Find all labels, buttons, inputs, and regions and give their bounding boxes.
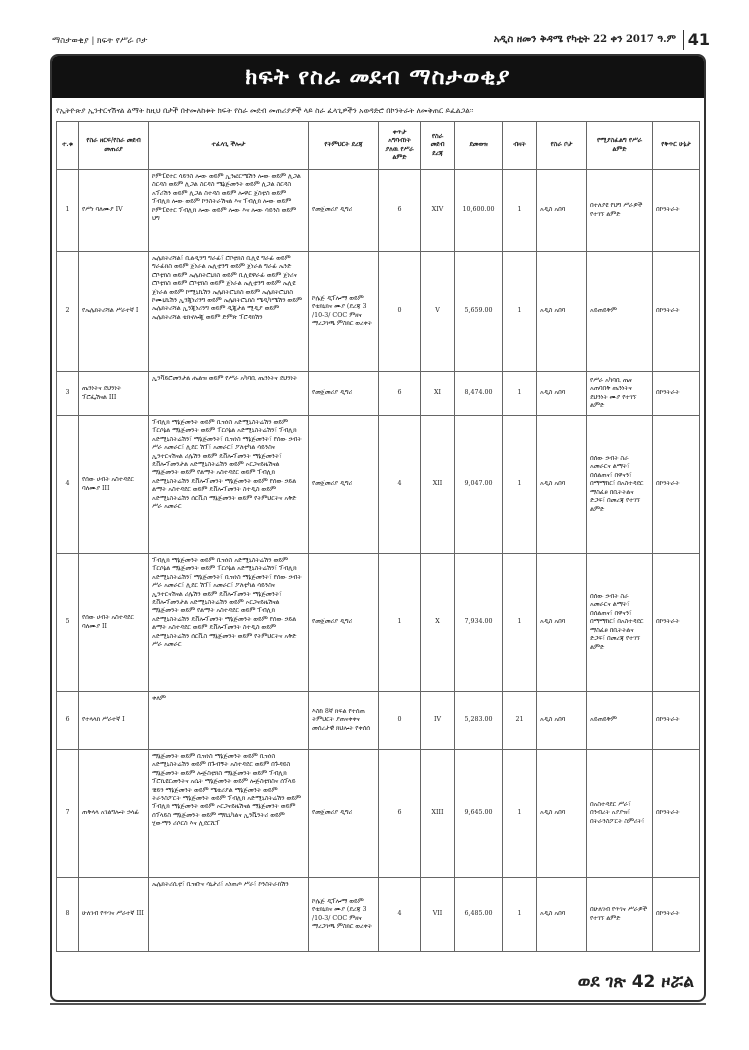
job-title: ሁለገብ የጥገና ሥራተኛ III [79,878,149,952]
direct-experience: 4 [379,878,421,952]
salary: 7,934.00 [455,554,503,692]
education-level: የመጀመሪያ ዲግሪ [309,372,379,416]
row-number: 8 [57,878,79,952]
required-experience: አይጠይቅም [587,692,653,750]
direct-experience: 6 [379,372,421,416]
required-experience: አይጠይቅም [587,252,653,372]
row-number: 3 [57,372,79,416]
education-level: እስከ 8ኛ ክፍል የተሰጠ ትምህርት ያጠናቀቀና መሰረታዊ ክህሎት የቀሰሰ [309,692,379,750]
table-row [57,372,700,416]
col-header: የሚያስፈልግ የሥራ ልምድ [587,122,653,170]
work-place: አዲስ አበባ [537,878,587,952]
row-number: 6 [57,692,79,750]
education-level: የመጀመሪያ ዲግሪ [309,170,379,252]
direct-experience: 6 [379,750,421,878]
job-grade: XII [421,416,455,554]
ad-frame [50,54,706,1002]
employment-terms: በኮንትራት [653,170,700,252]
education-level: ኮሌጅ ዲፕሎማ ወይም የቴክኒክና ሙያ (ደረጃ 3 /10-3/ COC ምዘና ማረጋገጫ ምስክር ወረቀት [309,878,379,952]
required-experience: በሁለገብ የጥገና ሥራዎች የተገኘ ልምድ [587,878,653,952]
section-label: ማስታወቂያ | ክፍት የሥራ ቦታ [52,36,148,46]
required-skills: ቀለም [149,692,309,750]
row-number: 7 [57,750,79,878]
table-row [57,252,700,372]
col-header: ተ.ቁ [57,122,79,170]
col-header: ደመወዝ [455,122,503,170]
job-grade: XIV [421,170,455,252]
required-skills: ኢንቫይሮመንታል ሔልዝ ወይም የሥራ አካባቢ ጤንነትና ደህንነት [149,372,309,416]
direct-experience: 0 [379,692,421,750]
page-header [50,30,710,52]
table-row [57,750,700,878]
job-title: የኤሌክትሪሻል ሥራተኛ I [79,252,149,372]
employment-terms: በኮንትራት [653,252,700,372]
job-title: ጠቅላላ አገልግሎት ኃላፊ [79,750,149,878]
table-row [57,554,700,692]
required-skills: ፕብሊክ ማኔጅመንት ወይም ቢዝነስ አድሚኒስትሬሽን ወይም ፐርሶኔል ማኔጅመንት ወይም ፐርሶኔል አድሚኒስትሬሽን፣ ፕብሊክ አድሚኒስትሬሽን፣ ማኔጅመንት፣ ቢዝነስ ማኔጅመንት፣ የሰው ኃብት ሥራ አመራር፣ ሊደር ሽፕ፣ አመራር፣ ፖለቲካል ሳይንስና ኢንተርናሽናል ሪሌሽን ወይም ዴቨሎፕመንት ማኔጅመንት፣ ዴቨሎፕመንታል አድሚኒስትሬሽን ወይም ኦርጋናይዜሽናል ማኔጅመንት ወይም የልማት አስተዳደር ወይም ፕብሊክ አድሚኒስትሬሽን ዴቨሎፕመንት ማኔጅመንት ወይም የሰው ኃይል ልማት አስተዳደር ወይም ዴቨሎፕመንት ስተዲስ ወይም አድሚኒስትሬሽን ሰርቪስ ማኔጅመንት ወይም የትምህርትና አቅድ ሥራ አመራር [149,554,309,692]
education-level: የመጀመሪያ ዲግሪ [309,750,379,878]
vacancy-table [56,121,700,952]
table-row [57,416,700,554]
employment-terms: በኮንትራት [653,372,700,416]
table-header-row [57,122,700,170]
quantity: 1 [503,372,537,416]
employment-terms: በኮንትራት [653,878,700,952]
employment-terms: በኮንትራት [653,416,700,554]
salary: 6,485.00 [455,878,503,952]
salary: 5,283.00 [455,692,503,750]
salary: 8,474.00 [455,372,503,416]
job-grade: V [421,252,455,372]
work-place: አዲስ አበባ [537,252,587,372]
required-experience: በተለያዩ የህግ ሥራዎች የተገኘ ልምድ [587,170,653,252]
direct-experience: 4 [379,416,421,554]
col-header: ብዛት [503,122,537,170]
col-header: ቀጥታ አግባብነት ያለዉ የሥራ ልምድ [379,122,421,170]
work-place: አዲስ አበባ [537,692,587,750]
salary: 10,600.00 [455,170,503,252]
quantity: 1 [503,416,537,554]
table-row [57,692,700,750]
work-place: አዲስ አበባ [537,750,587,878]
education-level: የመጀመሪያ ዲግሪ [309,554,379,692]
table-row [57,170,700,252]
job-grade: X [421,554,455,692]
work-place: አዲስ አበባ [537,372,587,416]
work-place: አዲስ አበባ [537,170,587,252]
row-number: 4 [57,416,79,554]
job-title: የተላላክ ሥራተኛ I [79,692,149,750]
employment-terms: በኮንትራት [653,692,700,750]
education-level: የመጀመሪያ ዲግሪ [309,416,379,554]
job-title: የሥነ ባለሙያ IV [79,170,149,252]
required-skills: ማኔጅመንት ወይም ቢዝነስ ማኔጅመንት ወይም ቢዝነስ አድሚኒስትሬሽን ወይም በጉብኝት አስተዳደር ወይም በጉዳይስ ማኔጅመንት ወይም ሎጅስቲክስ ማኔጅመንት ወይም ፕብሊክ ፕሮኪዩርመንትና አሴት ማኔጅመንት ወይም ሎጅስቲክስና ሰፕላይ ቼይን ማኔጅመንት ወይም ሜቴሪያል ማኔጅመንት ወይም ትራንስፖርት ማኔጅመንት ወይም ፕብሊክ አድሚኒስትሬሽን ወይም ፕብሊክ ማኔጅመንት ወይም ኦርጋናይዜሽናል ማኔጅመንት ወይም ሰፕላይስ ማኔጅመንት ወይም ማኬኒካልና ኢንቬንትሪ ወይም ሂውማን ሪሶርስ እና ሊደርሺፕ [149,750,309,878]
education-level: ኮሌጅ ዲፕሎማ ወይም የቴክኒክና ሙያ (ደረጃ 3 /10-3/ COC ምዘና ማረጋገጫ ምስክር ወረቀት [309,252,379,372]
ad-title: ክፍት የስራ መደብ ማስታወቂያ [52,56,704,98]
job-grade: IV [421,692,455,750]
page-number: 41 [683,30,710,50]
row-number: 2 [57,252,79,372]
salary: 9,645.00 [455,750,503,878]
col-header: የቅጥር ሁኔታ [653,122,700,170]
direct-experience: 1 [379,554,421,692]
required-skills: ኤሌክትሪሻል፣ ቢልዲንግ ግራፊ፣ ሮቦቲክስ ቢሊዩ ግራፊ ወይም ግራፊክስ ወይም ጀነራል ኤሊቲንግ ወይም ጀነራል ግራፊ ኤንድ ሮቦቲክስ ወይም ኤሌክትሮኒክስ ወይም ቢሊዩዋራፊ ወይም ጀነሪና ሮቦቲክስ ወይም ሮቦቲክስ ወይም ጀነራል ኤሊቲንግ ወይም ኤሊዩ ጀነራል ወይም ኮሚኒኬሽን ኤሌክትሮኒክስ ወይም ኤሌክትሮኒክስ ኮሙኒኬሽን ኢንጂነሪንግ ወይም ኤሌክትሮኒክስ ሜዲካሜሽን ወይም ኤሌክትሪሻል ኢንጂነሪንግ ወይም ዲጂታል ሚዲያ ወይም ኤሌክትሪሻል ቴክኖሎጂ ወይም ድምጽ ፕሮዳክሽን [149,252,309,372]
quantity: 1 [503,878,537,952]
table-row [57,878,700,952]
job-title: የሰው ሀብት አስተዳደር ባለሙያ III [79,416,149,554]
direct-experience: 6 [379,170,421,252]
salary: 5,659.00 [455,252,503,372]
job-title: የሰው ሀብት አስተዳደር ባለሙያ II [79,554,149,692]
employment-terms: በኮንትራት [653,554,700,692]
col-header: የስራ ዘርፍ/የስራ መደብ መጠሪያ [79,122,149,170]
required-experience: በሰው ኃብት ስራ አመራርና ልማት፣ በሰልጠና፣ በዋናን፣ በማማከር፣ በአስተዳደር ማስፈፀ በቢትትልና ድጋፍ፣ በመረጃ የተገኘ ልምድ [587,416,653,554]
col-header: ተፈላጊ ችሎታ [149,122,309,170]
job-title: ጤንነትና ደህንነት ፕሮፌሽናል III [79,372,149,416]
work-place: አዲስ አበባ [537,554,587,692]
required-skills: ኤሌክትሪሲቲ፣ ቢዝቡና ሳኒታሪ፣ አነጠጦ ሥራ፣ ኮንስትራክሽን [149,878,309,952]
quantity: 1 [503,750,537,878]
col-header: የስራ ቦታ [537,122,587,170]
col-header: የትምህርት ደረጃ [309,122,379,170]
job-grade: VII [421,878,455,952]
salary: 9,047.00 [455,416,503,554]
quantity: 1 [503,170,537,252]
row-number: 5 [57,554,79,692]
quantity: 21 [503,692,537,750]
required-skills: ኮምፒዩተር ሳይንስ ሎው ወይም ኢንፎርሜሽን ሎው ወይም ሊጋል ስርዳስ ወይም ሊጋል ስርዳስ ሜኔጅመንት ወይም ሊጋል ስርዳስ አፕሪሽን ወይም ሊጋል ስተዳስ ወይም ሎዋር ጀስቲስ ወይም ፕብሊክ ሎው ወይም ኮንስትራሽናል እና ፕብሊክ ሎው ወይም ኮምፒዩተር ፕብሊክ ሎው ወይም ሎው እና ሎው ሳይንስ ወይም ህግ [149,170,309,252]
required-skills: ፕብሊክ ማኔጅመንት ወይም ቢዝነስ አድሚኒስትሬሽን ወይም ፐርሶኔል ማኔጅመንት ወይም ፐርሶኔል አድሚኒስትሬሽን፣ ፕብሊክ አድሚኒስትሬሽን፣ ማኔጅመንት፣ ቢዝነስ ማኔጅመንት፣ የሰው ኃብት ሥራ አመራር፣ ሊደር ሽፕ፣ አመራር፣ ፖለቲካል ሳይንስና ኢንተርናሽናል ሪሌሽን ወይም ዴቨሎፕመንት ማኔጅመንት፣ ዴቨሎፕመንታል አድሚኒስትሬሽን ወይም ኦርጋናይዜሽናል ማኔጅመንት ወይም የልማት አስተዳደር ወይም ፕብሊክ አድሚኒስትሬሽን ዴቨሎፕመንት ማኔጅመንት ወይም የሰው ኃይል ልማት አስተዳደር ወይም ዴቨሎፕመንት ስተዲስ ወይም አድሚኒስትሬሽን ሰርቪስ ማኔጅመንት ወይም የትምህርትና አቅድ ሥራ አመራር [149,416,309,554]
job-grade: XIII [421,750,455,878]
job-grade: XI [421,372,455,416]
bottom-rule [50,1003,706,1005]
quantity: 1 [503,554,537,692]
continued-on-page: ወደ ገጽ 42 ዞሯል [577,972,694,992]
work-place: አዲስ አበባ [537,416,587,554]
quantity: 1 [503,252,537,372]
required-experience: በአስተዳደር ሥራ፣ በንብረት አያያዝ፣ በትራንስፖርት ስምሪት፣ [587,750,653,878]
intro-text: የኢትዮጵያ ኢንተርናሽናል ልማት ከዚህ በታች በተመለከቱት ክፍት የስራ መደብ መጠሪያዎች ላይ ስራ ፈላጊዎችን አወዳድሮ በኮንትራት ለመቅጠር ይፈልጋል፡፡ [56,106,474,115]
col-header: የስራ መደብ ደረጃ [421,122,455,170]
employment-terms: በኮንትራት [653,750,700,878]
row-number: 1 [57,170,79,252]
required-experience: የሥራ አካባቢ ጤና አጠባበቅ ጤንነትና ደህንነት ሙያ የተገኘ ልምድ [587,372,653,416]
newspaper-dateline: አዲስ ዘመን ቅዳሜ የካቲት 22 ቀን 2017 ዓ.ም [493,34,676,45]
required-experience: በሰው ኃብት ስራ አመራርና ልማት፣ በሰልጠና፣ በዋናን፣ በማማከር፣ በአስተዳደር ማስፈፀ በቢትትልና ድጋፍ፣ በመረጃ የተገኘ ልምድ [587,554,653,692]
direct-experience: 0 [379,252,421,372]
